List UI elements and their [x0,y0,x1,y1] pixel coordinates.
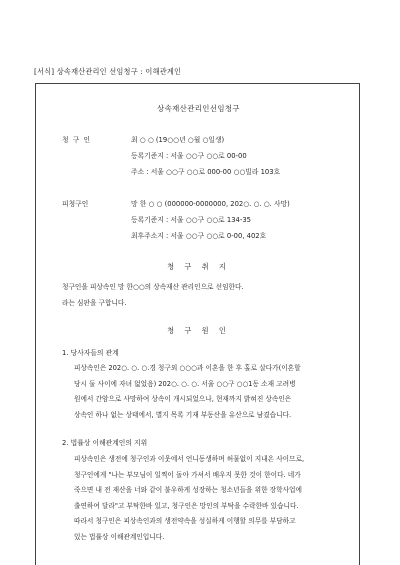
section-body-relationship [74,361,354,423]
paragraph-line: 따라서 청구인은 피상속인과의 생전약속을 성실하게 이행할 의무를 부담하고 [74,517,296,525]
purpose-body [62,280,342,311]
paragraph-line: 있는 법률상 이해관계인입니다. [74,532,165,541]
paragraph-line: 출연하여 달라"고 부탁한바 있고, 청구인은 망인의 부탁을 수락한바 있습니다. [74,501,299,510]
claimant-address: 주소 : 서울 ○○구 ○○로 000-00 ○○빌라 103호 [131,168,281,176]
purpose-line: 청구인을 피상속인 망 한○○의 상속재산 관리인으로 선임한다. [62,283,244,291]
document-title: 상속재산관리인선임청구 [157,104,240,113]
form-caption: [서식] 상속재산관리인 선임청구 : 이해관계인 [34,67,182,76]
section-title-interest: 2. 법률상 이해관계인의 지위 [62,439,148,447]
claimant-label: 청 구 인 [62,136,92,144]
claimant-registry-address: 등록기준지 : 서울 ○○구 ○○로 00-00 [131,152,247,160]
document-frame [35,83,360,565]
respondent-registry-address: 등록기준지 : 서울 ○○구 ○○로 134-35 [131,216,251,224]
purpose-line: 라는 심판을 구합니다. [62,298,127,307]
paragraph-line: 원에서 간암으로 사망하여 상속이 개시되었으나, 현재까지 밝혀진 상속인은 [74,395,292,403]
paragraph-line: 피상속인은 생전에 청구인과 이웃에서 언니동생하며 허물없이 지내온 사이므로, [74,455,305,463]
section-title-relationship: 1. 당사자들의 관계 [62,349,119,357]
claimant-name: 최 ○ ○ (19○○년 ○월 ○일생) [131,136,225,144]
respondent-last-address: 최후주소지 : 서울 ○○구 ○○로 0-00, 402호 [131,232,267,240]
respondent-name: 망 한 ○ ○ (000000-0000000, 202○. ○. ○. 사망) [131,200,290,208]
section-body-interest [74,452,354,545]
respondent-label: 피청구인 [62,200,89,208]
paragraph-line: 당시 둘 사이에 자녀 없었음) 202○. ○. ○. 서울 ○○구 ○○1동 소재 고려병 [74,379,296,388]
paragraph-line: 피상속인은 202○. ○. ○.경 청구외 ○○○과 이혼을 한 후 홀로 살다가(이혼할 [74,364,301,372]
paragraph-line: 죽으면 내 전 재산을 너와 같이 불우하게 성장하는 청소년들을 위한 장학사업에 [74,486,302,494]
paragraph-line: 상속인 하나 없는 상태에서, 별지 목록 기재 부동산을 유산으로 남겼습니다. [74,410,292,419]
paragraph-line: 청구인에게 "나는 부모님이 일찍이 돌아 가셔서 배우지 못한 것이 한이다. 네가 [74,470,301,479]
grounds-heading: 청 구 원 인 [167,326,230,335]
purpose-heading: 청 구 취 지 [167,262,230,271]
